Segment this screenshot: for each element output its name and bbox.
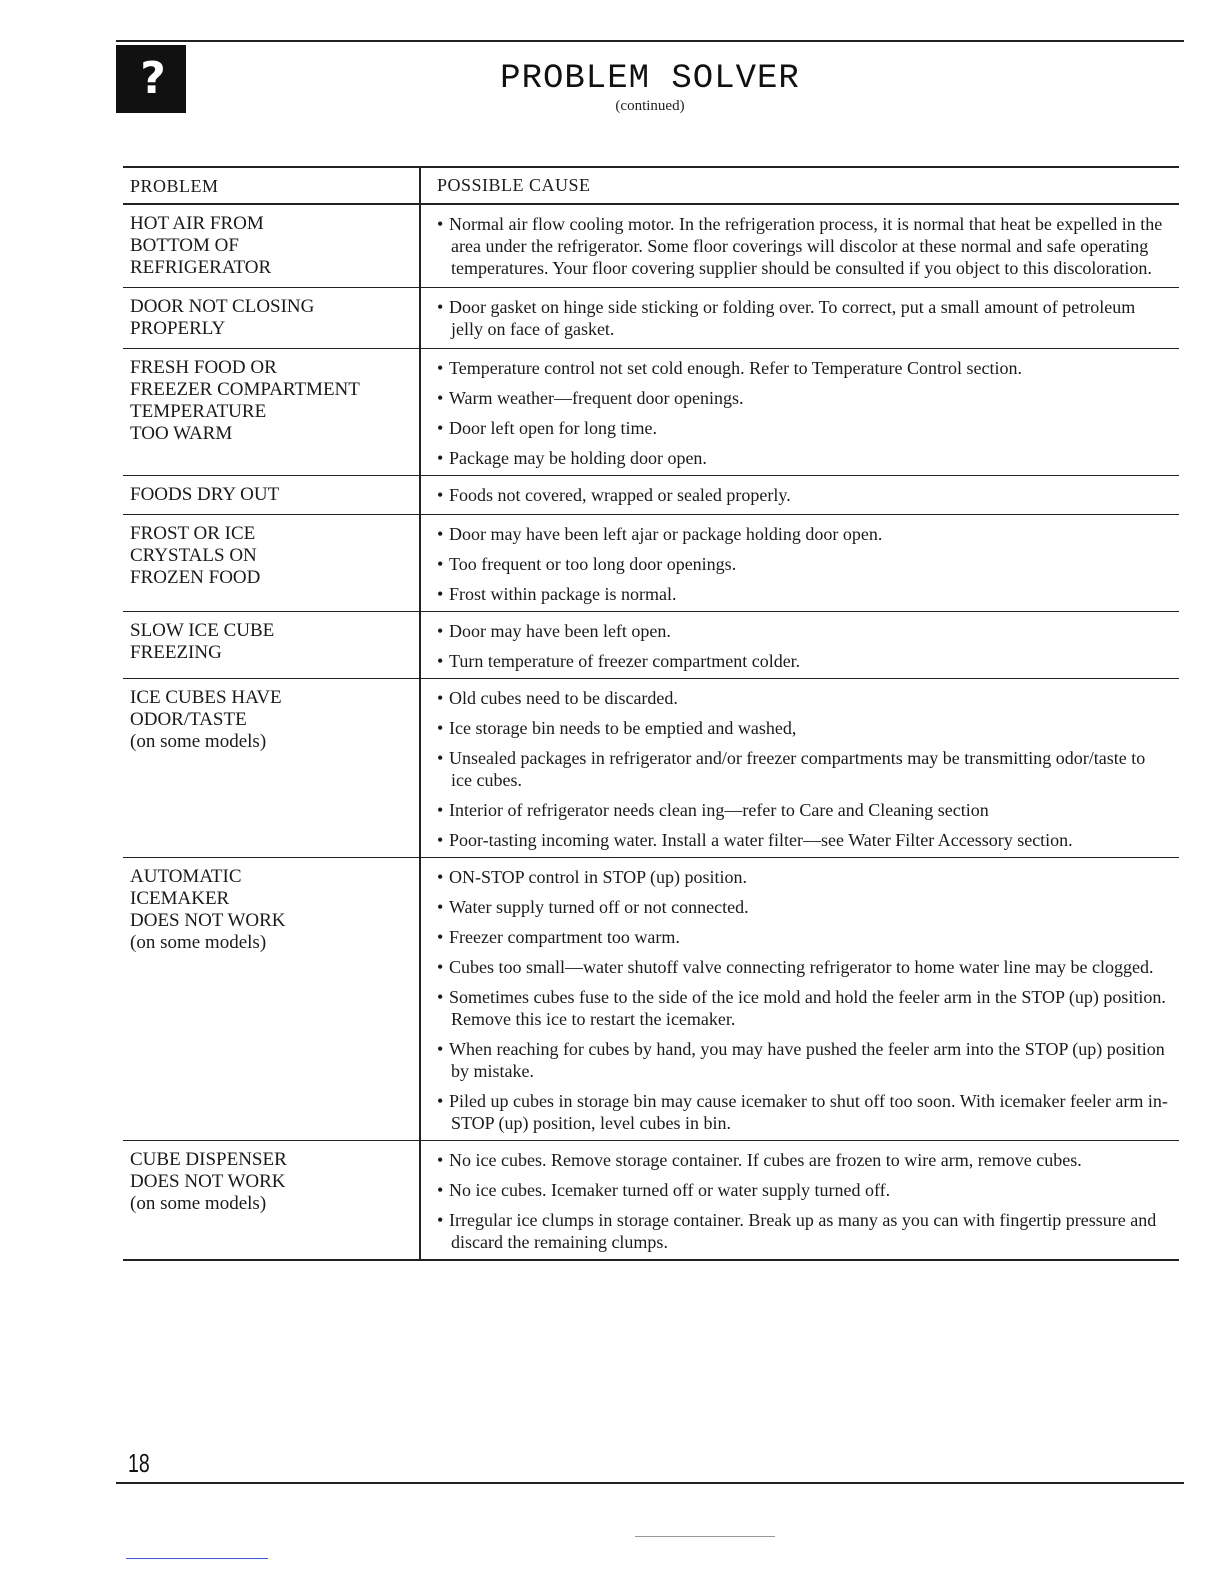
cause-item <box>437 829 1169 851</box>
problem-line: DOES NOT WORK <box>130 1171 286 1192</box>
bullet-icon: • <box>437 1091 444 1111</box>
bullet-icon: • <box>437 897 444 917</box>
bullet-icon: • <box>437 987 444 1007</box>
problem-line: HOT AIR FROM <box>130 213 264 234</box>
bullet-icon: • <box>437 485 444 505</box>
cause-item <box>437 747 1169 791</box>
cause-item <box>437 650 1169 672</box>
problem-cell <box>123 1141 420 1261</box>
problem-line: PROPERLY <box>130 318 226 339</box>
problem-line: REFRIGERATOR <box>130 257 272 278</box>
cause-item <box>437 1179 1169 1201</box>
table-header-row <box>123 167 1179 204</box>
problem-cell <box>123 349 420 476</box>
table-row <box>123 1141 1179 1261</box>
cause-cell <box>420 679 1179 858</box>
scan-artifact-line <box>635 1536 775 1537</box>
cause-item <box>437 1209 1169 1253</box>
cause-item <box>437 687 1169 709</box>
bullet-icon: • <box>437 800 444 820</box>
bullet-icon: • <box>437 1039 444 1059</box>
cause-item <box>437 799 1169 821</box>
problem-cell <box>123 204 420 288</box>
cause-cell <box>420 204 1179 288</box>
bullet-icon: • <box>437 358 444 378</box>
cause-text: Frost within package is normal. <box>449 584 677 604</box>
problem-cell <box>123 515 420 612</box>
problem-line: FOODS DRY OUT <box>130 484 280 505</box>
cause-item <box>437 620 1169 642</box>
cause-item <box>437 986 1169 1030</box>
problem-line: FROST OR ICE <box>130 523 256 544</box>
problem-line: ICE CUBES HAVE <box>130 687 282 708</box>
cause-text: Irregular ice clumps in storage container. Break up as many as you can with fingertip pressure and discard the remaining clumps. <box>449 1210 1157 1252</box>
problem-cell <box>123 679 420 858</box>
bullet-icon: • <box>437 1150 444 1170</box>
cause-item <box>437 484 1169 506</box>
problem-line: BOTTOM OF <box>130 235 239 256</box>
cause-cell <box>420 288 1179 349</box>
cause-text: Door gasket on hinge side sticking or folding over. To correct, put a small amount of petroleum jelly on face of gasket. <box>449 297 1136 339</box>
cause-cell <box>420 349 1179 476</box>
bullet-icon: • <box>437 830 444 850</box>
cause-item <box>437 583 1169 605</box>
bullet-icon: • <box>437 748 444 768</box>
table-row <box>123 515 1179 612</box>
bullet-icon: • <box>437 1210 444 1230</box>
cause-text: Door may have been left ajar or package holding door open. <box>449 524 883 544</box>
cause-cell <box>420 858 1179 1141</box>
page-header <box>380 60 920 114</box>
cause-text: ON-STOP control in STOP (up) position. <box>449 867 748 887</box>
problem-line: TOO WARM <box>130 423 233 444</box>
bullet-icon: • <box>437 718 444 738</box>
table-row <box>123 204 1179 288</box>
table-row <box>123 476 1179 515</box>
problem-line: FRESH FOOD OR <box>130 357 277 378</box>
bullet-icon: • <box>437 584 444 604</box>
bullet-icon: • <box>437 621 444 641</box>
cause-item <box>437 296 1169 340</box>
problem-line: TEMPERATURE <box>130 401 267 422</box>
cause-text: No ice cubes. Icemaker turned off or water supply turned off. <box>449 1180 891 1200</box>
table-row <box>123 858 1179 1141</box>
cause-item <box>437 866 1169 888</box>
problem-line: (on some models) <box>130 1193 267 1214</box>
problem-line: (on some models) <box>130 932 267 953</box>
cause-text: Door left open for long time. <box>449 418 657 438</box>
column-header-problem: PROBLEM <box>130 176 219 196</box>
cause-text: Freezer compartment too warm. <box>449 927 680 947</box>
cause-text: Turn temperature of freezer compartment colder. <box>449 651 801 671</box>
problem-line: DOES NOT WORK <box>130 910 286 931</box>
cause-text: Foods not covered, wrapped or sealed properly. <box>449 485 791 505</box>
problem-line: FREEZER COMPARTMENT <box>130 379 360 400</box>
cause-text: Ice storage bin needs to be emptied and washed, <box>449 718 797 738</box>
problem-line: CRYSTALS ON <box>130 545 257 566</box>
cause-item <box>437 1038 1169 1082</box>
problem-line: ICEMAKER <box>130 888 230 909</box>
problem-cell <box>123 612 420 679</box>
problem-line: CUBE DISPENSER <box>130 1149 287 1170</box>
cause-item <box>437 213 1169 279</box>
cause-item <box>437 417 1169 439</box>
cause-text: No ice cubes. Remove storage container. If cubes are frozen to wire arm, remove cubes. <box>449 1150 1082 1170</box>
cause-item <box>437 1149 1169 1171</box>
bullet-icon: • <box>437 214 444 234</box>
table-row <box>123 349 1179 476</box>
page-title: PROBLEM SOLVER <box>500 60 800 98</box>
problem-cell <box>123 476 420 515</box>
cause-text: Piled up cubes in storage bin may cause icemaker to shut off too soon. With icemaker feeler arm in-STOP (up) position, level cubes in bin. <box>449 1091 1168 1133</box>
column-header-cause: POSSIBLE CAUSE <box>420 167 1179 204</box>
problem-line: SLOW ICE CUBE <box>130 620 275 641</box>
problem-cell <box>123 288 420 349</box>
cause-cell <box>420 612 1179 679</box>
cause-cell <box>420 1141 1179 1261</box>
cause-text: Sometimes cubes fuse to the side of the ice mold and hold the feeler arm in the STOP (up) position. Remove this ice to restart the icemaker. <box>449 987 1166 1029</box>
cause-cell <box>420 515 1179 612</box>
bullet-icon: • <box>437 1180 444 1200</box>
page-subtitle: (continued) <box>615 98 685 114</box>
bullet-icon: • <box>437 388 444 408</box>
header-rule <box>116 40 1184 42</box>
bullet-icon: • <box>437 867 444 887</box>
bullet-icon: • <box>437 927 444 947</box>
bullet-icon: • <box>437 297 444 317</box>
cause-item <box>437 553 1169 575</box>
bullet-icon: • <box>437 957 444 977</box>
problem-solver-table <box>123 166 1179 1261</box>
problem-solver-logo-icon: ? <box>116 45 186 113</box>
cause-text: Old cubes need to be discarded. <box>449 688 678 708</box>
cause-item <box>437 447 1169 469</box>
cause-text: Warm weather—frequent door openings. <box>449 388 744 408</box>
cause-text: Interior of refrigerator needs clean ing—refer to Care and Cleaning section <box>449 800 989 820</box>
cause-item <box>437 387 1169 409</box>
cause-text: When reaching for cubes by hand, you may have pushed the feeler arm into the STOP (up) position by mistake. <box>449 1039 1165 1081</box>
cause-item <box>437 357 1169 379</box>
cause-item <box>437 717 1169 739</box>
cause-text: Temperature control not set cold enough. Refer to Temperature Control section. <box>449 358 1022 378</box>
cause-cell <box>420 476 1179 515</box>
problem-line: DOOR NOT CLOSING <box>130 296 315 317</box>
page-number: 18 <box>128 1448 150 1478</box>
cause-text: Unsealed packages in refrigerator and/or freezer compartments may be transmitting odor/taste to ice cubes. <box>449 748 1146 790</box>
cause-text: Door may have been left open. <box>449 621 671 641</box>
table-row <box>123 288 1179 349</box>
bullet-icon: • <box>437 688 444 708</box>
cause-item <box>437 1090 1169 1134</box>
cause-item <box>437 926 1169 948</box>
cause-text: Too frequent or too long door openings. <box>449 554 737 574</box>
cause-text: Water supply turned off or not connected. <box>449 897 749 917</box>
cause-text: Cubes too small—water shutoff valve connecting refrigerator to home water line may be clogged. <box>449 957 1154 977</box>
scan-artifact-line <box>126 1558 268 1559</box>
bullet-icon: • <box>437 448 444 468</box>
problem-line: ODOR/TASTE <box>130 709 247 730</box>
footer-rule <box>116 1482 1184 1484</box>
cause-text: Poor-tasting incoming water. Install a water filter—see Water Filter Accessory section. <box>449 830 1073 850</box>
table-row <box>123 679 1179 858</box>
bullet-icon: • <box>437 554 444 574</box>
cause-item <box>437 956 1169 978</box>
problem-cell <box>123 858 420 1141</box>
problem-line: AUTOMATIC <box>130 866 242 887</box>
problem-line: FREEZING <box>130 642 222 663</box>
bullet-icon: • <box>437 418 444 438</box>
cause-text: Package may be holding door open. <box>449 448 707 468</box>
problem-line: FROZEN FOOD <box>130 567 261 588</box>
table-row <box>123 612 1179 679</box>
problem-line: (on some models) <box>130 731 267 752</box>
bullet-icon: • <box>437 524 444 544</box>
cause-item <box>437 896 1169 918</box>
cause-text: Normal air flow cooling motor. In the refrigeration process, it is normal that heat be expelled in the area under the refrigerator. Some floor coverings will discolor at these normal and safe operating temperatures. Your floor covering supplier should be consulted if you object to this discoloration. <box>449 214 1163 278</box>
cause-item <box>437 523 1169 545</box>
bullet-icon: • <box>437 651 444 671</box>
